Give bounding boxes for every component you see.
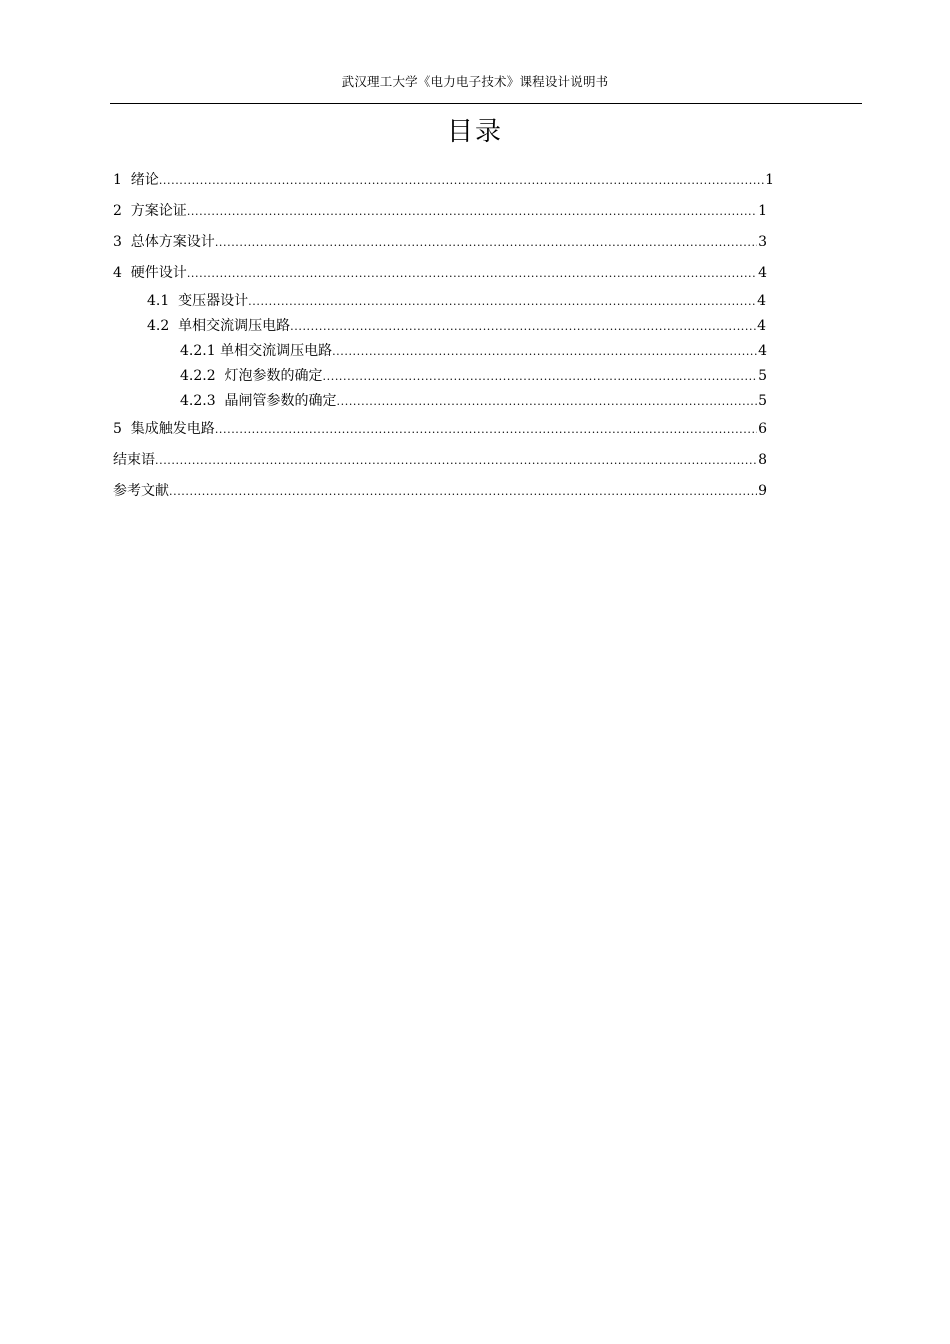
toc-dot-leader <box>337 391 758 413</box>
toc-entry-page: 3 <box>758 234 767 250</box>
toc-title: 目录 <box>446 117 503 147</box>
toc-dot-leader <box>332 341 757 363</box>
toc-entry[interactable] <box>147 290 766 312</box>
toc-entry-label: 1 绪论 <box>113 172 159 188</box>
toc-entry-page: 6 <box>758 421 767 437</box>
toc-entry[interactable] <box>180 340 767 362</box>
toc-entry-page: 1 <box>765 172 774 188</box>
running-header: 武汉理工大学《电力电子技术》课程设计说明书 <box>341 74 609 89</box>
toc-entry-label: 参考文献 <box>113 483 169 499</box>
toc-entry-label: 结束语 <box>113 452 155 468</box>
toc-entry-page: 4 <box>758 343 767 359</box>
toc-dot-leader <box>187 201 757 223</box>
toc-entry-label: 4.2.1 单相交流调压电路 <box>180 343 333 359</box>
toc-dot-leader <box>169 481 757 503</box>
toc-dot-leader <box>215 419 757 441</box>
toc-entry[interactable] <box>113 449 767 471</box>
toc-entry[interactable] <box>180 365 767 387</box>
toc-entry-page: 5 <box>758 393 767 409</box>
toc-dot-leader <box>215 232 757 254</box>
toc-entry-label: 4 硬件设计 <box>113 265 187 281</box>
toc-entry-page: 9 <box>758 483 767 499</box>
toc-dot-leader <box>248 291 756 313</box>
toc-dot-leader <box>159 170 764 192</box>
toc-entry-page: 4 <box>757 318 766 334</box>
toc-dot-leader <box>290 316 756 338</box>
toc-entry-label: 4.2.3 晶闸管参数的确定 <box>180 393 337 409</box>
toc-entry-label: 5 集成触发电路 <box>113 421 215 437</box>
toc-dot-leader <box>155 450 757 472</box>
toc-entry-label: 3 总体方案设计 <box>113 234 215 250</box>
toc-entry-label: 4.1 变压器设计 <box>147 293 249 309</box>
toc-entry[interactable] <box>113 169 774 191</box>
toc-entry-page: 1 <box>758 203 767 219</box>
toc-dot-leader <box>187 263 757 285</box>
toc-entry-label: 2 方案论证 <box>113 203 187 219</box>
toc-entry[interactable] <box>113 262 767 284</box>
toc-entry[interactable] <box>147 315 766 337</box>
toc-entry-page: 4 <box>757 293 766 309</box>
toc-entry[interactable] <box>113 418 767 440</box>
toc-dot-leader <box>323 366 758 388</box>
toc-entry-page: 4 <box>758 265 767 281</box>
header-rule <box>110 103 862 104</box>
toc-entry[interactable] <box>113 480 767 502</box>
toc-entry-page: 5 <box>758 368 767 384</box>
toc-entry-label: 4.2 单相交流调压电路 <box>147 318 291 334</box>
toc-entry[interactable] <box>113 231 767 253</box>
toc-entry[interactable] <box>113 200 767 222</box>
toc-entry[interactable] <box>180 390 767 412</box>
toc-entry-page: 8 <box>758 452 767 468</box>
toc-entry-label: 4.2.2 灯泡参数的确定 <box>180 368 323 384</box>
